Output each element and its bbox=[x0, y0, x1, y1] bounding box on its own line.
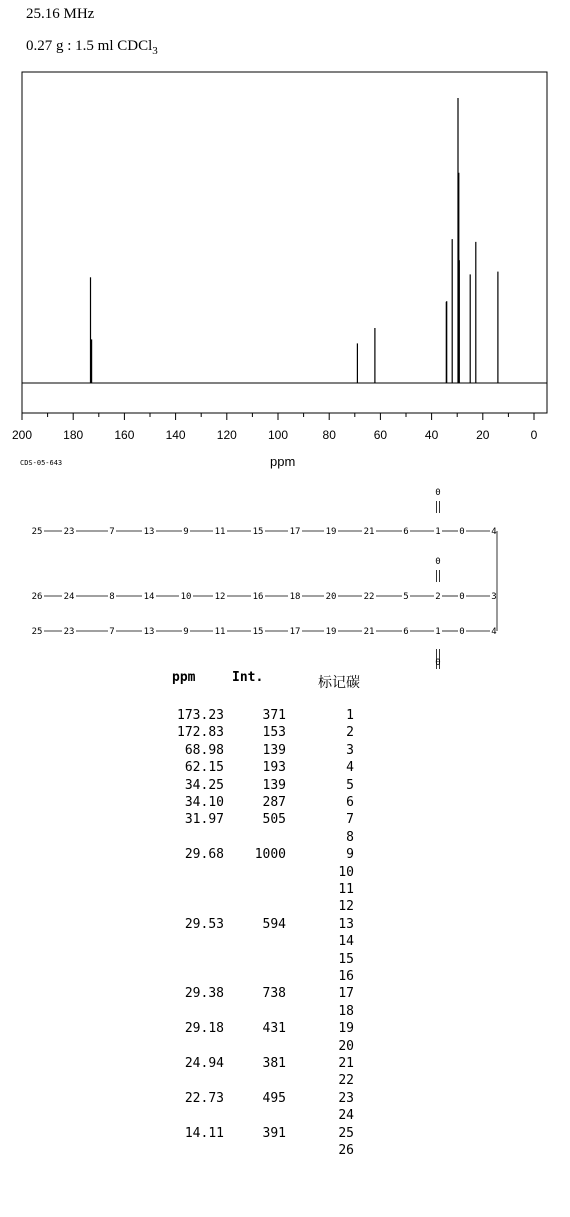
atom-2-1: 24 bbox=[63, 592, 75, 602]
cell-ppm-22: 22.73 bbox=[184, 1090, 224, 1106]
tick-label-80: 80 bbox=[322, 428, 336, 442]
atom-3-13: 4 bbox=[491, 627, 497, 637]
cell-carbon-23: 24 bbox=[338, 1108, 354, 1124]
tick-label-120: 120 bbox=[216, 428, 237, 442]
tick-label-180: 180 bbox=[63, 428, 84, 442]
tick-label-0: 0 bbox=[530, 428, 538, 442]
atom-1-7: 17 bbox=[289, 527, 301, 537]
atom-3-10: 6 bbox=[403, 627, 409, 637]
atom-3-11: 1 bbox=[435, 627, 441, 637]
cell-carbon-3: 4 bbox=[346, 760, 354, 776]
cell-int-18: 431 bbox=[262, 1021, 286, 1037]
atom-1-13: 4 bbox=[491, 527, 497, 537]
atom-1-11: 1 bbox=[435, 527, 441, 537]
sample-subscript: 3 bbox=[152, 45, 158, 57]
cell-int-22: 495 bbox=[262, 1090, 286, 1106]
x-axis-label: ppm bbox=[270, 454, 296, 469]
atom-3-9: 21 bbox=[363, 627, 375, 637]
atom-2-9: 22 bbox=[363, 592, 375, 602]
spectrum-code: CDS-05-643 bbox=[20, 459, 63, 467]
atom-1-4: 9 bbox=[183, 527, 189, 537]
cell-ppm-5: 34.10 bbox=[184, 795, 224, 810]
atom-1-1: 23 bbox=[63, 527, 75, 537]
tick-label-40: 40 bbox=[424, 428, 439, 442]
tick-label-60: 60 bbox=[373, 428, 388, 442]
sample-text: 0.27 g : 1.5 ml CDCl bbox=[26, 38, 153, 54]
cell-carbon-19: 20 bbox=[338, 1038, 354, 1054]
cell-carbon-6: 7 bbox=[346, 812, 354, 828]
cell-carbon-9: 10 bbox=[338, 864, 354, 880]
tick-label-160: 160 bbox=[114, 428, 135, 442]
cell-carbon-7: 8 bbox=[346, 829, 354, 845]
cell-carbon-17: 18 bbox=[338, 1003, 354, 1019]
atom-1-8: 19 bbox=[325, 527, 337, 537]
cell-int-2: 139 bbox=[262, 742, 286, 758]
cell-carbon-18: 19 bbox=[338, 1021, 354, 1037]
atom-3-6: 15 bbox=[252, 627, 264, 637]
cell-carbon-5: 6 bbox=[346, 795, 354, 810]
atom-2-7: 18 bbox=[289, 592, 301, 602]
cell-ppm-0: 173.23 bbox=[177, 708, 224, 723]
cell-carbon-4: 5 bbox=[346, 777, 354, 793]
cell-carbon-8: 9 bbox=[346, 847, 354, 863]
carbonyl-oxygen-2: 0 bbox=[435, 658, 441, 668]
atom-1-0: 25 bbox=[31, 527, 43, 537]
cell-ppm-4: 34.25 bbox=[184, 777, 224, 793]
cell-int-6: 505 bbox=[262, 812, 286, 828]
atom-3-12: 0 bbox=[459, 627, 465, 637]
atom-2-4: 10 bbox=[180, 592, 192, 602]
cell-carbon-24: 25 bbox=[338, 1125, 354, 1141]
tick-label-100: 100 bbox=[267, 428, 289, 442]
atom-2-0: 26 bbox=[31, 592, 43, 602]
cell-carbon-12: 13 bbox=[338, 916, 354, 932]
cell-int-0: 371 bbox=[262, 708, 286, 723]
atom-2-6: 16 bbox=[252, 592, 264, 602]
atom-3-5: 11 bbox=[214, 627, 226, 637]
atom-3-8: 19 bbox=[325, 627, 337, 637]
atom-3-4: 9 bbox=[183, 627, 189, 637]
cell-int-5: 287 bbox=[262, 795, 286, 810]
cell-carbon-13: 14 bbox=[338, 934, 354, 950]
atom-2-3: 14 bbox=[143, 592, 155, 602]
cell-ppm-16: 29.38 bbox=[184, 986, 224, 1002]
cell-int-16: 738 bbox=[262, 986, 286, 1002]
atom-3-3: 13 bbox=[143, 627, 155, 637]
cell-carbon-10: 11 bbox=[338, 882, 354, 897]
atom-2-11: 2 bbox=[435, 592, 441, 602]
col-header-int: Int. bbox=[232, 670, 264, 685]
atom-3-7: 17 bbox=[289, 627, 301, 637]
atom-1-3: 13 bbox=[143, 527, 155, 537]
cell-carbon-11: 12 bbox=[338, 899, 354, 915]
cell-int-1: 153 bbox=[262, 725, 286, 741]
atom-1-2: 7 bbox=[109, 527, 115, 537]
cell-ppm-24: 14.11 bbox=[184, 1125, 224, 1141]
atom-1-6: 15 bbox=[252, 527, 264, 537]
cell-carbon-16: 17 bbox=[338, 986, 354, 1002]
atom-3-1: 23 bbox=[63, 627, 75, 637]
cell-ppm-2: 68.98 bbox=[184, 742, 224, 758]
carbonyl-oxygen-1: 0 bbox=[435, 557, 441, 567]
cell-int-20: 381 bbox=[262, 1056, 286, 1071]
atom-2-8: 20 bbox=[325, 592, 337, 602]
frequency-label: 25.16 MHz bbox=[26, 6, 95, 22]
tick-label-200: 200 bbox=[11, 428, 33, 442]
cell-carbon-0: 1 bbox=[346, 708, 354, 723]
atom-2-5: 12 bbox=[214, 592, 226, 602]
atom-2-2: 8 bbox=[109, 592, 115, 602]
carbonyl-oxygen-0: 0 bbox=[435, 488, 441, 498]
cell-carbon-21: 22 bbox=[338, 1073, 354, 1089]
atom-1-10: 6 bbox=[403, 527, 409, 537]
cell-int-12: 594 bbox=[262, 916, 286, 932]
atom-3-2: 7 bbox=[109, 627, 115, 637]
cell-carbon-20: 21 bbox=[338, 1056, 354, 1071]
cell-ppm-8: 29.68 bbox=[184, 847, 224, 863]
cell-ppm-18: 29.18 bbox=[184, 1021, 224, 1037]
atom-1-9: 21 bbox=[363, 527, 375, 537]
cell-carbon-2: 3 bbox=[346, 742, 354, 758]
atom-3-0: 25 bbox=[31, 627, 43, 637]
cell-carbon-25: 26 bbox=[338, 1143, 354, 1158]
cell-int-24: 391 bbox=[262, 1125, 286, 1141]
tick-label-20: 20 bbox=[476, 428, 490, 442]
atom-2-13: 3 bbox=[491, 592, 497, 602]
atom-2-12: 0 bbox=[459, 592, 465, 602]
atom-2-10: 5 bbox=[403, 592, 409, 602]
cell-ppm-12: 29.53 bbox=[184, 916, 224, 932]
atom-1-5: 11 bbox=[214, 527, 226, 537]
col-header-carbon: 标记碳 bbox=[318, 675, 360, 691]
atom-1-12: 0 bbox=[459, 527, 465, 537]
cell-int-3: 193 bbox=[262, 760, 286, 776]
tick-label-140: 140 bbox=[165, 428, 186, 442]
cell-carbon-14: 15 bbox=[338, 951, 354, 967]
cell-ppm-1: 172.83 bbox=[177, 725, 224, 741]
cell-carbon-1: 2 bbox=[346, 725, 354, 741]
col-header-ppm: ppm bbox=[172, 670, 196, 685]
cell-ppm-6: 31.97 bbox=[184, 812, 224, 828]
cell-ppm-20: 24.94 bbox=[184, 1056, 224, 1071]
cell-int-8: 1000 bbox=[254, 847, 286, 863]
cell-ppm-3: 62.15 bbox=[184, 760, 224, 776]
cell-carbon-22: 23 bbox=[338, 1090, 354, 1106]
cell-carbon-15: 16 bbox=[338, 969, 354, 984]
cell-int-4: 139 bbox=[262, 777, 286, 793]
